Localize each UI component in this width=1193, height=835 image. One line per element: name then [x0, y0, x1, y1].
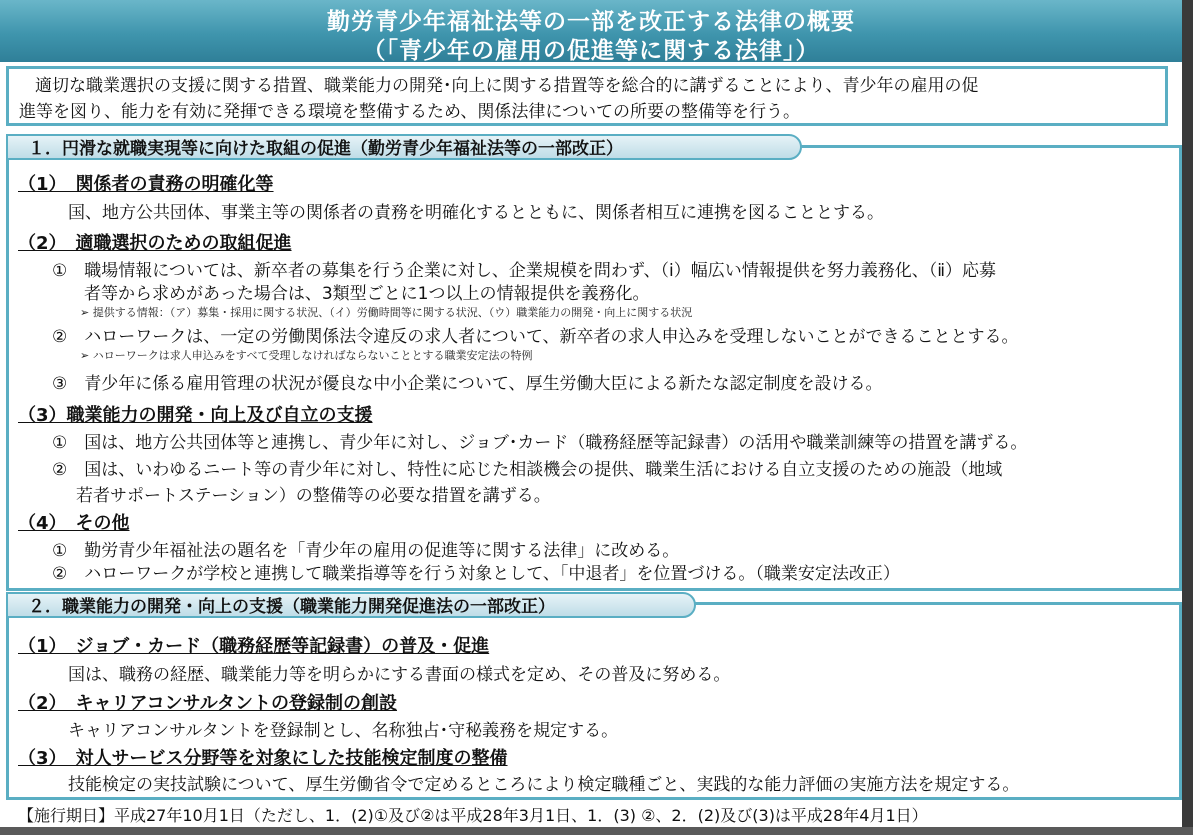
section-2-heading-3: （3） 対人サービス分野等を対象にした技能検定制度の整備	[18, 748, 508, 769]
intro-line-2: 進等を図り、能力を有効に発揮できる環境を整備するため、関係法律についての所要の整備等を行う。	[19, 102, 800, 122]
page-title: 勤労青少年福祉法等の一部を改正する法律の概要	[327, 9, 855, 35]
section-1-heading-3: （3）職業能力の開発・向上及び自立の支援	[18, 405, 373, 426]
section-1-item-4-1: ① 勤労青少年福祉法の題名を「青少年の雇用の促進等に関する法律」に改める。	[52, 541, 680, 561]
section-1-heading-2: （2） 適職選択のための取組促進	[18, 233, 292, 254]
right-edge-strip	[1182, 0, 1193, 835]
section-1-text-1: 国、地方公共団体、事業主等の関係者の責務を明確化するとともに、関係者相互に連携を図ることとする。	[68, 203, 884, 223]
page-subtitle: （「青少年の雇用の促進等に関する法律」）	[362, 38, 820, 64]
section-1-title: １．円滑な就職実現等に向けた取組の促進（勤労青少年福祉法等の一部改正）	[6, 134, 802, 160]
section-2-text-3: 技能検定の実技試験について、厚生労働省令で定めるところにより検定職種ごと、実践的な能力評価の実施方法を規定する。	[68, 775, 1020, 795]
section-1-heading-1: （1） 関係者の責務の明確化等	[18, 174, 274, 195]
section-2-heading-2: （2） キャリアコンサルタントの登録制の創設	[18, 693, 398, 714]
section-1-item-4-2: ② ハローワークが学校と連携して職業指導等を行う対象として、「中退者」を位置づける。（職業安定法改正）	[52, 564, 900, 584]
intro-box	[6, 66, 1168, 126]
section-2-heading-1: （1） ジョブ・カード（職務経歴等記録書）の普及・促進	[18, 636, 490, 657]
section-1-item-3-1: ① 国は、地方公共団体等と連携し、青少年に対し、ジョブ･カード（職務経歴等記録書）の活用や職業訓練等の措置を講ずる。	[52, 433, 1028, 453]
section-2-text-1: 国は、職務の経歴、職業能力等を明らかにする書面の様式を定め、その普及に努める。	[68, 665, 731, 685]
title-banner	[0, 0, 1182, 62]
section-1-item-2-2: ② ハローワークは、一定の労働関係法令違反の求人者について、新卒者の求人申込みを受理しないことができることとする。	[52, 327, 1019, 347]
section-1-item-3-2b: 若者サポートステーション）の整備等の必要な措置を講ずる。	[76, 486, 551, 506]
bottom-edge-strip	[0, 827, 1193, 835]
section-1-item-2-1a: ① 職場情報については、新卒者の募集を行う企業に対し、企業規模を問わず、（ⅰ）幅広い情報提供を努力義務化、（ⅱ）応募	[52, 261, 997, 281]
section-1-note-1: ➢ 提供する情報：（ア）募集・採用に関する状況、（イ）労働時間等に関する状況、（ウ）職業能力の開発・向上に関する状況	[80, 306, 693, 319]
section-2-text-2: キャリアコンサルタントを登録制とし、名称独占･守秘義務を規定する。	[68, 721, 619, 741]
enforcement-date: 【施行期日】平成27年10月1日（ただし、1．(2)①及び②は平成28年3月1日、1．(3) ②、2．(2)及び(3)は平成28年4月1日）	[18, 806, 928, 825]
section-1-note-2: ➢ ハローワークは求人申込みをすべて受理しなければならないこととする職業安定法の特例	[80, 349, 533, 362]
section-1-item-2-3: ③ 青少年に係る雇用管理の状況が優良な中小企業について、厚生労働大臣による新たな認定制度を設ける。	[52, 374, 883, 394]
section-1-item-3-2a: ② 国は、いわゆるニート等の青少年に対し、特性に応じた相談機会の提供、職業生活における自立支援のための施設（地域	[52, 460, 1003, 480]
section-1-heading-4: （4） その他	[18, 513, 130, 534]
section-1-item-2-1b: 者等から求めがあった場合は、3類型ごとに1つ以上の情報提供を義務化。	[84, 284, 650, 304]
intro-line-1: 適切な職業選択の支援に関する措置、職業能力の開発･向上に関する措置等を総合的に講ずることにより、青少年の雇用の促	[35, 76, 979, 96]
section-2-title: ２．職業能力の開発・向上の支援（職業能力開発促進法の一部改正）	[6, 592, 696, 618]
